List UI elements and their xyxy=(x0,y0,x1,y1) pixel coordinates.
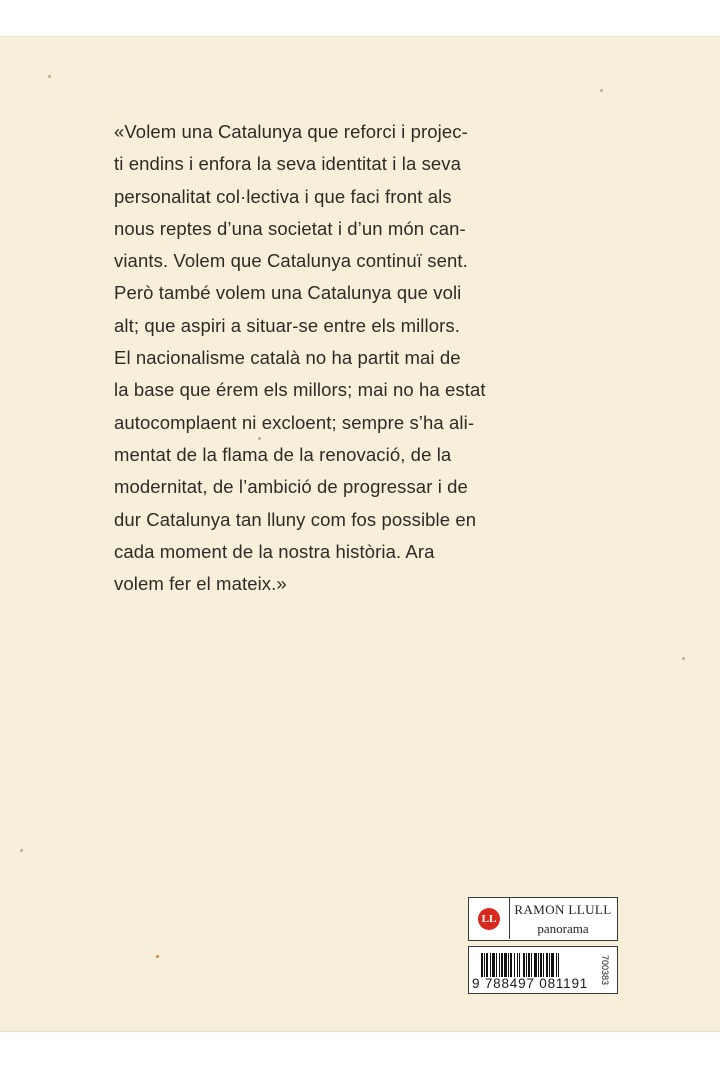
publisher-logo-cell xyxy=(469,898,510,939)
barcode-side-code: 700383 xyxy=(600,954,610,986)
paper-speck xyxy=(20,849,23,852)
quote-line: modernitat, de l’ambició de progressar i de xyxy=(114,476,468,498)
quote-line: «Volem una Catalunya que reforci i projec- xyxy=(114,121,468,142)
paper-speck xyxy=(156,955,159,958)
quote-line: nous reptes d’una societat i d’un món can- xyxy=(114,217,466,239)
quote-line: cada moment de la nostra història. Ara xyxy=(114,540,435,562)
quote-line: viants. Volem que Catalunya continuï sent. xyxy=(114,250,468,272)
publisher-logo-icon: LL xyxy=(478,908,500,930)
isbn-number: 9 788497 081191 xyxy=(472,976,589,991)
quote-line: El nacionalisme català no ha partit mai de xyxy=(114,347,461,369)
quote-line: la base que érem els millors; mai no ha estat xyxy=(114,379,486,401)
quote-line: Però també volem una Catalunya que voli xyxy=(114,282,462,304)
paper-speck xyxy=(682,657,685,660)
back-cover-quote xyxy=(114,116,486,600)
publisher-name: RAMON LLULL xyxy=(514,902,612,917)
paper-speck xyxy=(48,75,51,78)
collection-name: panorama xyxy=(537,921,589,936)
barcode-bars xyxy=(469,947,599,977)
quote-line: ti endins i enfora la seva identitat i la seva xyxy=(114,153,462,175)
publisher-label xyxy=(468,897,618,941)
isbn-barcode xyxy=(468,946,618,994)
quote-line: mentat de la flama de la renovació, de la xyxy=(114,443,452,465)
quote-line: autocomplaent ni excloent; sempre s’ha ali- xyxy=(114,411,475,433)
quote-line: dur Catalunya tan lluny com fos possible en xyxy=(114,508,477,530)
paper-speck xyxy=(600,89,603,92)
quote-line: personalitat col·lectiva i que faci front als xyxy=(114,185,452,207)
quote-line: volem fer el mateix.» xyxy=(114,573,287,595)
quote-line: alt; que aspiri a situar-se entre els millors. xyxy=(114,314,460,336)
